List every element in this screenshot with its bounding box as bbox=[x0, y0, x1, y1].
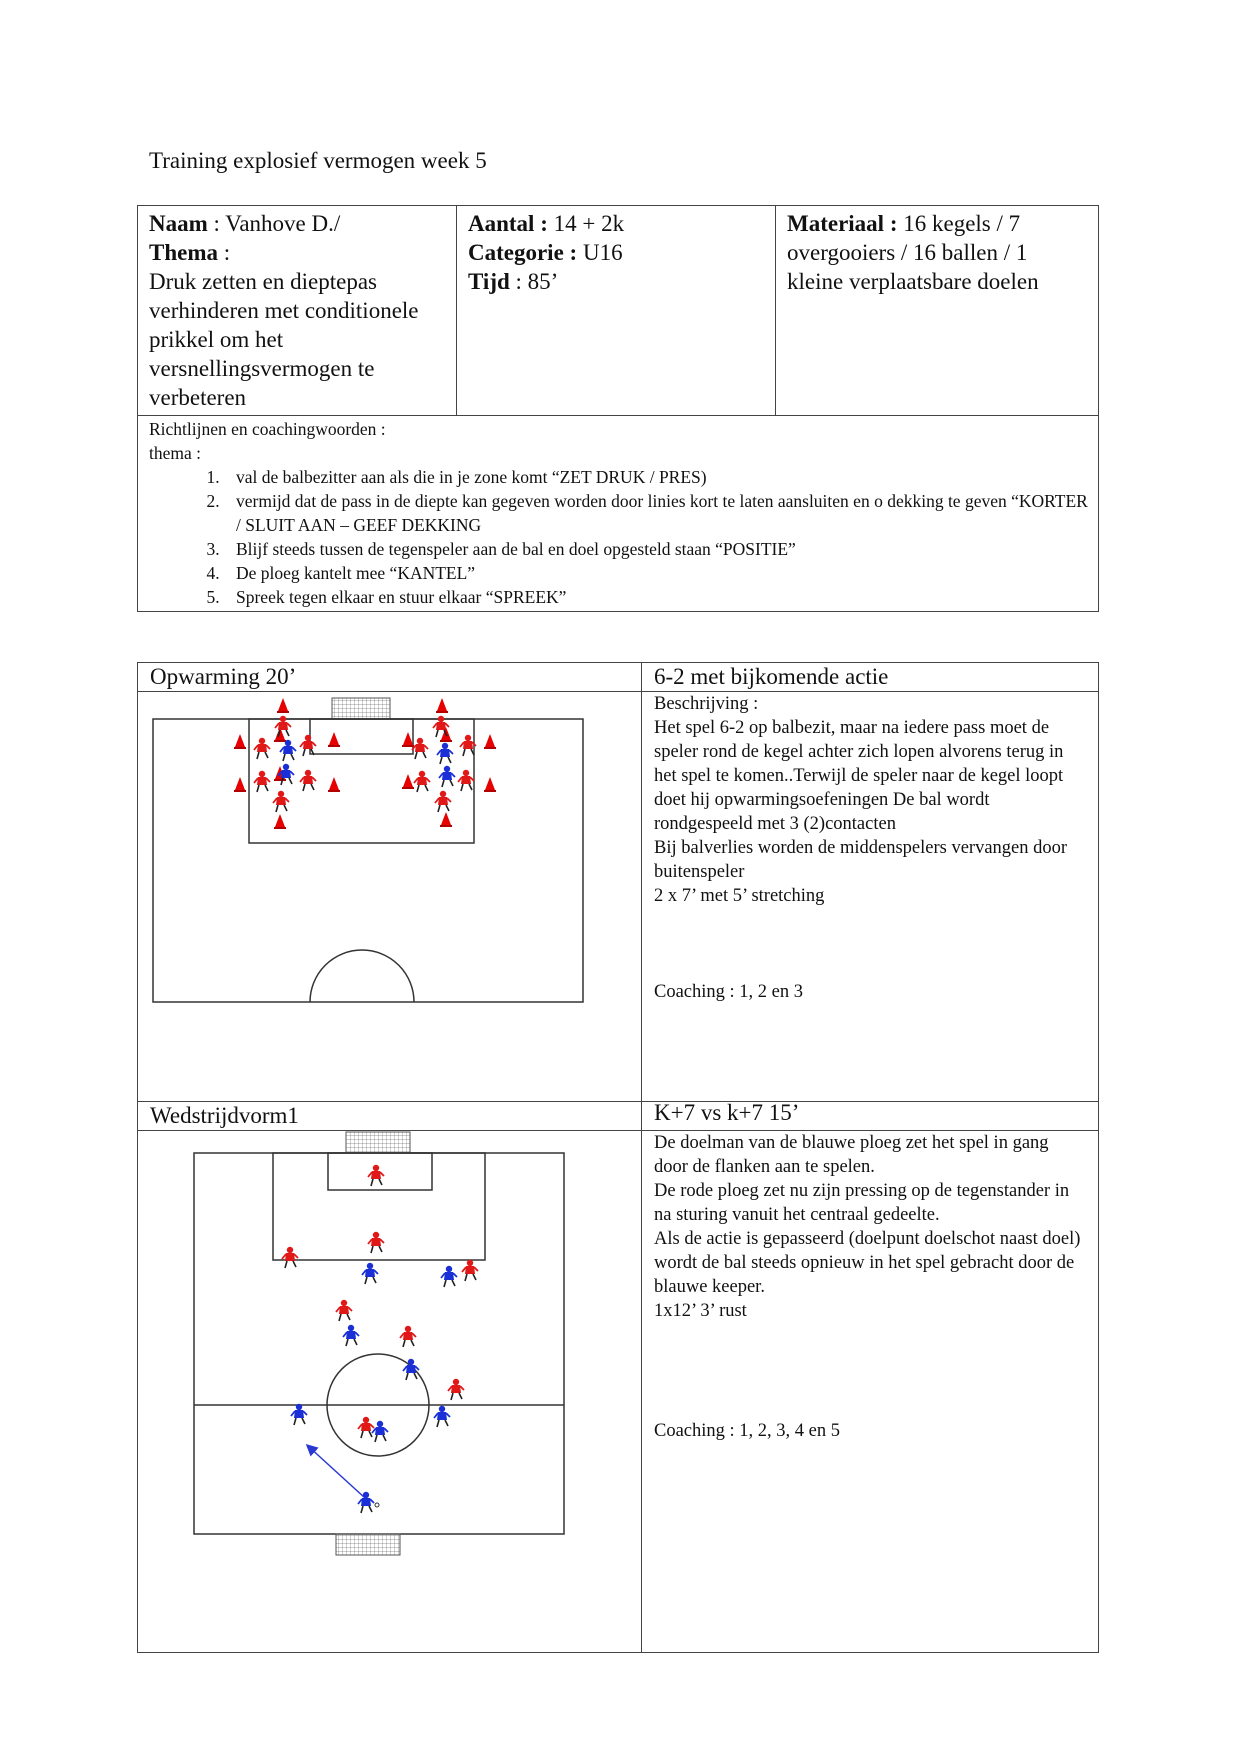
drill-2-line: Als de actie is gepasseerd (doelpunt doelschot naast doel) wordt de bal steeds opnieuw in het spel gebracht door de blauwe keeper. bbox=[654, 1229, 1081, 1297]
thema-sep: : bbox=[218, 240, 231, 265]
drill-1-description bbox=[642, 692, 1099, 1102]
guidelines-list bbox=[149, 465, 1088, 609]
aantal-label: Aantal : bbox=[468, 211, 548, 236]
drill-2-line: 1x12’ 3’ rust bbox=[654, 1301, 747, 1321]
guideline-item: 1. val de balbezitter aan als die in je zone komt “ZET DRUK / PRES) bbox=[224, 465, 1088, 489]
guideline-item: 5. Spreek tegen elkaar en stuur elkaar “SPREEK” bbox=[224, 585, 1088, 609]
group-cell bbox=[457, 206, 776, 416]
drill-1-title: Opwarming 20’ bbox=[138, 663, 642, 692]
guideline-item: 4. De ploeg kantelt mee “KANTEL” bbox=[224, 561, 1088, 585]
drill-2-subtitle: K+7 vs k+7 15’ bbox=[642, 1102, 1099, 1131]
document-title: Training explosief vermogen week 5 bbox=[149, 148, 487, 173]
materiaal-value: 16 kegels / 7 overgooiers / 16 ballen / 1 kleine verplaatsbare doelen bbox=[787, 211, 1039, 294]
materiaal-label: Materiaal : bbox=[787, 211, 898, 236]
thema-value: Druk zetten en dieptepas verhinderen met conditionele prikkel om het versnellingsvermogen te verbeteren bbox=[149, 269, 419, 410]
naam-label: Naam bbox=[149, 211, 208, 236]
tijd-value: : 85’ bbox=[509, 269, 559, 294]
drill-1-line: 2 x 7’ met 5’ stretching bbox=[654, 886, 825, 906]
trainer-theme-cell bbox=[138, 206, 457, 416]
warmup-field-diagram bbox=[138, 692, 617, 1101]
naam-value: : Vanhove D./ bbox=[207, 211, 341, 236]
drill-2-coaching: Coaching : 1, 2, 3, 4 en 5 bbox=[654, 1421, 841, 1441]
guideline-item: 2. vermijd dat de pass in de diepte kan gegeven worden door linies kort te laten aansluiten en o dekking te geven “KORTER / SLUIT AAN – GEEF DEKKING bbox=[224, 489, 1088, 537]
session-info-table bbox=[137, 205, 1099, 612]
categorie-label: Categorie : bbox=[468, 240, 578, 265]
guidelines-cell bbox=[138, 416, 1099, 612]
drills-table bbox=[137, 662, 1099, 1653]
drill-2-description bbox=[642, 1131, 1099, 1653]
match-field-diagram bbox=[138, 1131, 617, 1652]
drill-1-diagram bbox=[138, 692, 642, 1102]
thema-label: Thema bbox=[149, 240, 218, 265]
guidelines-heading: Richtlijnen en coachingwoorden : bbox=[149, 419, 386, 439]
drill-2-diagram bbox=[138, 1131, 642, 1653]
drill-2-line: De rode ploeg zet nu zijn pressing op de tegenstander in na sturing vanuit het centraal gedeelte. bbox=[654, 1181, 1070, 1225]
tijd-label: Tijd bbox=[468, 269, 510, 294]
drill-1-line: Beschrijving : bbox=[654, 694, 759, 714]
drill-1-subtitle: 6-2 met bijkomende actie bbox=[642, 663, 1099, 692]
drill-1-coaching: Coaching : 1, 2 en 3 bbox=[654, 982, 804, 1002]
categorie-value: U16 bbox=[577, 240, 623, 265]
materials-cell bbox=[776, 206, 1099, 416]
drill-2-line: De doelman van de blauwe ploeg zet het spel in gang door de flanken aan te spelen. bbox=[654, 1133, 1049, 1177]
guidelines-subheading: thema : bbox=[149, 443, 201, 463]
guideline-item: 3. Blijf steeds tussen de tegenspeler aan de bal en doel opgesteld staan “POSITIE” bbox=[224, 537, 1088, 561]
drill-1-line: Bij balverlies worden de middenspelers vervangen door buitenspeler bbox=[654, 838, 1068, 882]
aantal-value: 14 + 2k bbox=[547, 211, 625, 236]
drill-2-title: Wedstrijdvorm1 bbox=[138, 1102, 642, 1131]
drill-1-line: Het spel 6-2 op balbezit, maar na iedere pass moet de speler rond de kegel achter zich lopen alvorens terug in het spel te komen..Terwijl de speler naar de kegel loopt doet hij opwarmingsoefeningen De bal wordt rondgespeeld met 3 (2)contacten bbox=[654, 718, 1064, 834]
